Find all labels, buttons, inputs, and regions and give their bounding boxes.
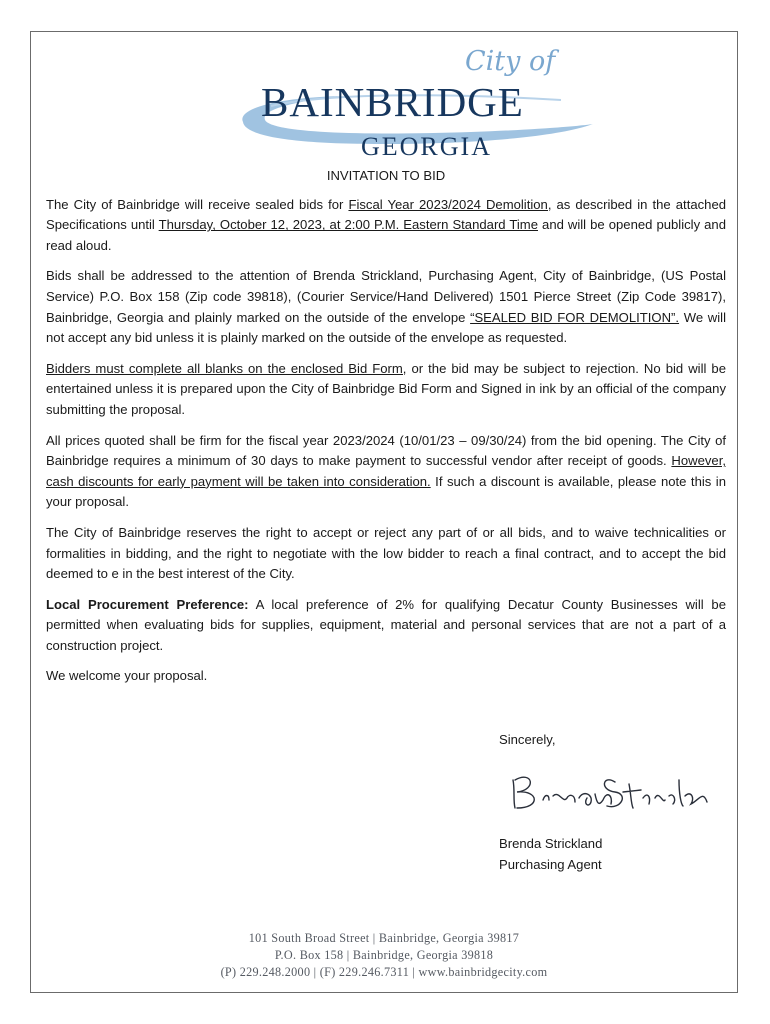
signer-name: Brenda Strickland bbox=[499, 836, 603, 851]
logo-city-name: BAINBRIDGE bbox=[261, 79, 524, 125]
footer-po-box: P.O. Box 158 | Bainbridge, Georgia 39818 bbox=[274, 948, 494, 962]
logo-state-name: GEORGIA bbox=[361, 132, 492, 161]
city-logo bbox=[231, 40, 601, 165]
footer-street-address: 101 South Broad Street | Bainbridge, Georgia 39817 bbox=[248, 931, 520, 945]
page-title: INVITATION TO BID bbox=[326, 168, 446, 183]
paragraph-reservation: The City of Bainbridge reserves the right to accept or reject any part of or all bids, and to waive technicalities or formalities in bidding, and the right to negotiate with the low bidder to reach a final contract, and to accept the bid deemed to e in the best interest of the City. bbox=[46, 524, 726, 582]
paragraph-bid-address: Bids shall be addressed to the attention of Brenda Strickland, Purchasing Agent, City of Bainbridge, (US Postal Service) P.O. Box 158 (Zip code 39818), (Courier Service/Hand Delivered) 1501 Pierce Street (Zip Code 39817), Bainbridge, Georgia and plainly marked on the outside of the envelope “SEALED BID FOR DEMOLITION”. We will not accept any bid unless it is plainly marked on the outside of the envelope as requested. bbox=[46, 268, 726, 346]
letter-page bbox=[30, 31, 738, 993]
paragraph-local-preference: Local Procurement Preference: A local preference of 2% for qualifying Decatur County Businesses will be permitted when evaluating bids for supplies, equipment, material and personal services that are not a part of a construction project. bbox=[46, 596, 726, 653]
signer-title: Purchasing Agent bbox=[499, 856, 602, 872]
paragraph-bid-intro: The City of Bainbridge will receive sealed bids for Fiscal Year 2023/2024 Demolition, as described in the attached Specifications until Thursday, October 12, 2023, at 2:00 P.M. Eastern Standard Time and will be opened publicly and read aloud. bbox=[46, 196, 727, 253]
paragraph-pricing: All prices quoted shall be firm for the fiscal year 2023/2024 (10/01/23 – 09/30/24) from the bid opening. The City of Bainbridge requires a minimum of 30 days to make payment to successful vendor after receipt of goods. However, cash discounts for early payment will be taken into consideration. If such a discount is available, please note this in your proposal. bbox=[46, 432, 726, 510]
paragraph-welcome: We welcome your proposal. bbox=[46, 668, 208, 684]
logo-city-of: City of bbox=[465, 46, 556, 77]
signature-icon bbox=[503, 760, 713, 820]
letter-body bbox=[46, 166, 726, 697]
signer-block bbox=[499, 834, 602, 875]
footer-contact: (P) 229.248.2000 | (F) 229.246.7311 | www.bainbridgecity.com bbox=[220, 965, 548, 979]
letterhead-footer bbox=[31, 930, 737, 981]
paragraph-bid-form: Bidders must complete all blanks on the enclosed Bid Form, or the bid may be subject to rejection. No bid will be entertained unless it is prepared upon the City of Bainbridge Bid Form and Signed in ink by an official of the company submitting the proposal. bbox=[46, 360, 726, 417]
closing: Sincerely, bbox=[499, 732, 556, 747]
